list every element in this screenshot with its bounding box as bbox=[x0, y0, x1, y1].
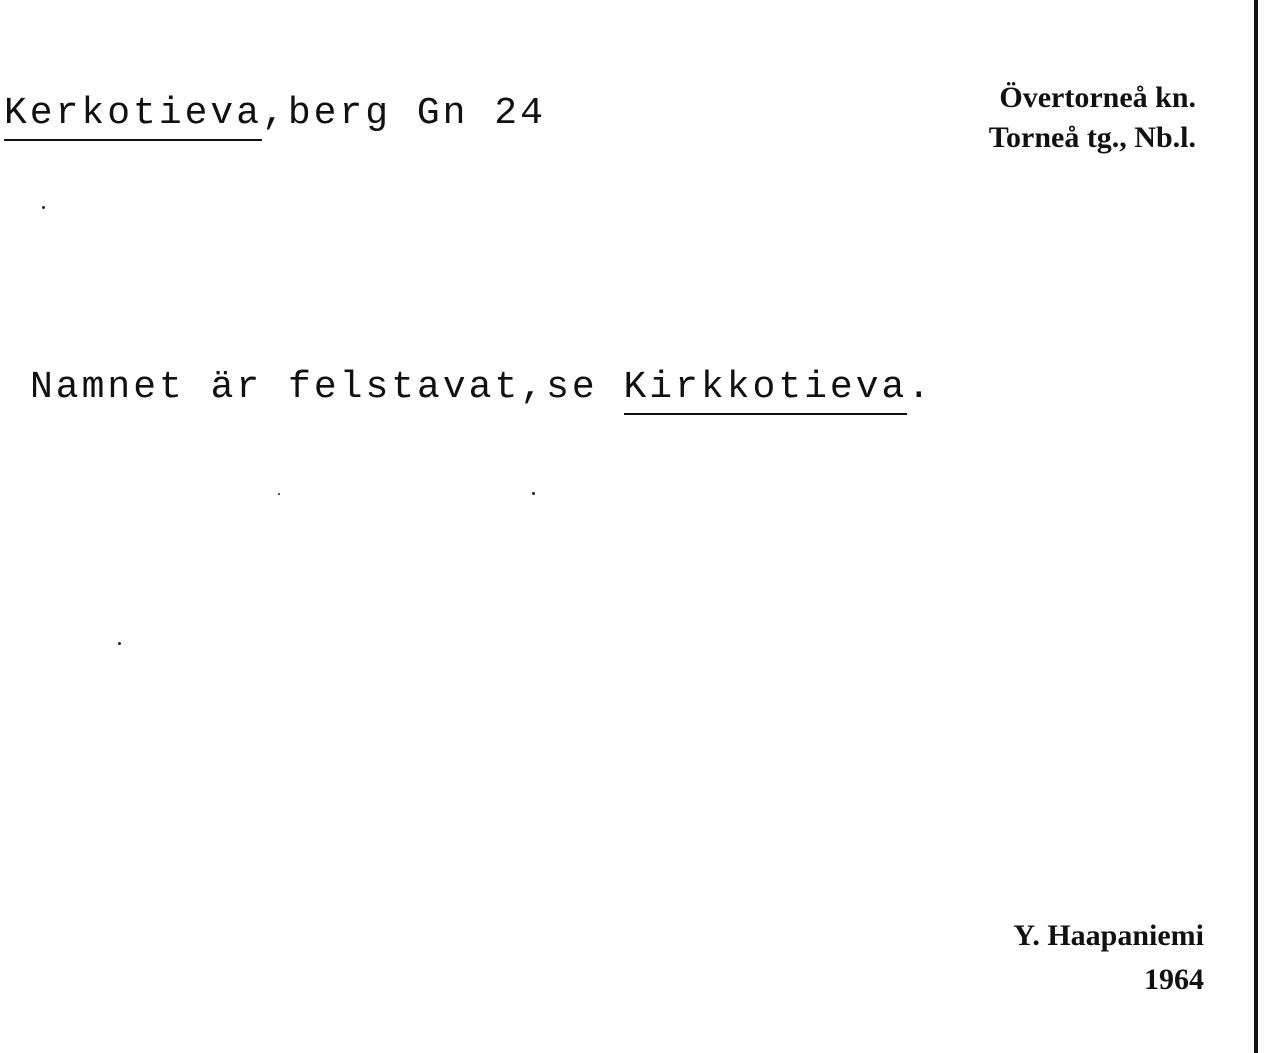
scan-speck bbox=[532, 492, 535, 495]
location-block bbox=[989, 78, 1196, 158]
scan-speck bbox=[42, 206, 45, 209]
scan-speck bbox=[118, 642, 121, 645]
parish-line: Övertorneå kn. bbox=[999, 81, 1196, 114]
year: 1964 bbox=[1144, 963, 1204, 996]
note-body: Namnet är felstavat,se bbox=[30, 366, 624, 409]
district-line: Torneå tg., Nb.l. bbox=[988, 121, 1196, 154]
note-text bbox=[30, 366, 933, 409]
author-name: Y. Haapaniemi bbox=[1013, 919, 1204, 952]
place-type-and-grid: ,berg Gn 24 bbox=[262, 92, 546, 135]
cross-reference: Kirkkotieva bbox=[624, 366, 908, 415]
card-edge-line bbox=[1254, 0, 1258, 1053]
note-end: . bbox=[907, 366, 934, 409]
place-name: Kerkotieva bbox=[4, 92, 262, 141]
scan-speck bbox=[278, 493, 280, 495]
signature-block bbox=[1013, 914, 1204, 1002]
entry-heading bbox=[4, 92, 546, 135]
